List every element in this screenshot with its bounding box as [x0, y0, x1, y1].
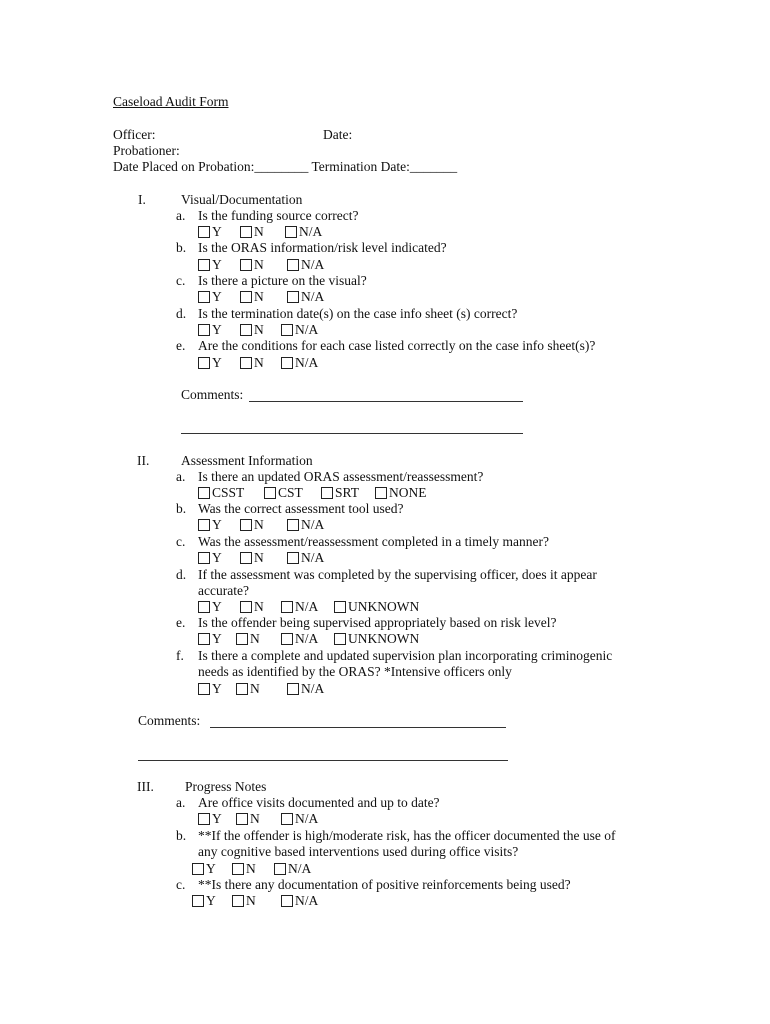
option-y[interactable]: Y	[198, 224, 222, 240]
option-y[interactable]: Y	[198, 355, 222, 371]
question-text: Was the assessment/reassessment completed in a timely manner?	[198, 534, 549, 549]
question-letter: d.	[176, 306, 187, 321]
question-letter: e.	[176, 615, 186, 630]
option-unknown[interactable]: UNKNOWN	[334, 631, 419, 647]
option-na[interactable]: N/A	[287, 289, 324, 305]
option-na[interactable]: N/A	[287, 681, 324, 697]
option-n[interactable]: N	[240, 550, 264, 566]
checkbox[interactable]	[281, 895, 293, 907]
question-letter: b.	[176, 240, 187, 255]
option-y[interactable]: Y	[198, 257, 222, 273]
checkbox[interactable]	[281, 357, 293, 369]
option-n[interactable]: N	[232, 893, 256, 909]
option-na[interactable]: N/A	[287, 550, 324, 566]
checkbox[interactable]	[240, 552, 252, 564]
officer-label: Officer:	[113, 127, 156, 142]
checkbox[interactable]	[198, 324, 210, 336]
checkbox[interactable]	[287, 519, 299, 531]
comments-label: Comments:	[138, 713, 201, 728]
option-y[interactable]: Y	[198, 599, 222, 615]
checkbox[interactable]	[240, 226, 252, 238]
option-na[interactable]: N/A	[281, 811, 318, 827]
comments-line[interactable]	[210, 727, 506, 728]
checkbox[interactable]	[192, 863, 204, 875]
option-na[interactable]: N/A	[281, 322, 318, 338]
comments-line[interactable]	[181, 433, 523, 434]
option-n[interactable]: N	[240, 224, 264, 240]
checkbox[interactable]	[236, 813, 248, 825]
form-title: Caseload Audit Form	[113, 94, 229, 109]
question-letter: a.	[176, 208, 186, 223]
checkbox[interactable]	[287, 291, 299, 303]
checkbox[interactable]	[281, 633, 293, 645]
question-text: If the assessment was completed by the supervising officer, does it appear	[198, 567, 597, 582]
checkbox[interactable]	[240, 324, 252, 336]
section-3-numeral: III.	[137, 779, 154, 794]
question-letter: a.	[176, 795, 186, 810]
checkbox[interactable]	[334, 601, 346, 613]
checkbox[interactable]	[375, 487, 387, 499]
question-text: Was the correct assessment tool used?	[198, 501, 404, 516]
comments-line[interactable]	[138, 760, 508, 761]
question-text: Are the conditions for each case listed correctly on the case info sheet(s)?	[198, 338, 596, 353]
checkbox[interactable]	[240, 601, 252, 613]
question-letter: c.	[176, 534, 186, 549]
option-n[interactable]: N	[240, 599, 264, 615]
option-na[interactable]: N/A	[287, 257, 324, 273]
section-1-numeral: I.	[138, 192, 146, 207]
option-n[interactable]: N	[240, 289, 264, 305]
option-n[interactable]: N	[236, 811, 260, 827]
question-text-cont: any cognitive based interventions used during office visits?	[198, 844, 519, 859]
section-2-title: Assessment Information	[181, 453, 313, 468]
checkbox[interactable]	[198, 601, 210, 613]
comments-line[interactable]	[249, 401, 523, 402]
checkbox[interactable]	[192, 895, 204, 907]
option-csst[interactable]: CSST	[198, 485, 244, 501]
question-text: Is the funding source correct?	[198, 208, 359, 223]
checkbox[interactable]	[236, 683, 248, 695]
option-na[interactable]: N/A	[281, 631, 318, 647]
date-label: Date:	[323, 127, 353, 142]
question-text: **Is there any documentation of positive reinforcements being used?	[198, 877, 571, 892]
question-letter: d.	[176, 567, 187, 582]
checkbox[interactable]	[287, 259, 299, 271]
option-y[interactable]: Y	[192, 861, 216, 877]
comments-label: Comments:	[181, 387, 244, 402]
section-1-title: Visual/Documentation	[181, 192, 303, 207]
checkbox[interactable]	[198, 226, 210, 238]
option-y[interactable]: Y	[198, 811, 222, 827]
question-letter: a.	[176, 469, 186, 484]
option-na[interactable]: N/A	[287, 517, 324, 533]
question-text: Are office visits documented and up to date?	[198, 795, 440, 810]
checkbox[interactable]	[198, 633, 210, 645]
checkbox[interactable]	[198, 259, 210, 271]
checkbox[interactable]	[240, 357, 252, 369]
question-letter: c.	[176, 877, 186, 892]
option-y[interactable]: Y	[198, 631, 222, 647]
option-n[interactable]: N	[240, 322, 264, 338]
question-text: Is there a complete and updated supervision plan incorporating criminogenic	[198, 648, 613, 663]
question-text: Is the termination date(s) on the case info sheet (s) correct?	[198, 306, 518, 321]
option-na[interactable]: N/A	[285, 224, 322, 240]
option-unknown[interactable]: UNKNOWN	[334, 599, 419, 615]
checkbox[interactable]	[287, 552, 299, 564]
question-text-cont: needs as identified by the ORAS? *Intensive officers only	[198, 664, 512, 679]
checkbox[interactable]	[281, 324, 293, 336]
option-n[interactable]: N	[232, 861, 256, 877]
option-n[interactable]: N	[240, 517, 264, 533]
question-letter: c.	[176, 273, 186, 288]
checkbox[interactable]	[232, 895, 244, 907]
checkbox[interactable]	[281, 813, 293, 825]
option-y[interactable]: Y	[198, 550, 222, 566]
option-none[interactable]: NONE	[375, 485, 427, 501]
placed-termination-line: Date Placed on Probation:________ Termination Date:_______	[113, 159, 458, 174]
section-2-numeral: II.	[137, 453, 150, 468]
checkbox[interactable]	[321, 487, 333, 499]
checkbox[interactable]	[198, 357, 210, 369]
question-letter: e.	[176, 338, 186, 353]
option-na[interactable]: N/A	[274, 861, 311, 877]
checkbox[interactable]	[232, 863, 244, 875]
checkbox[interactable]	[198, 683, 210, 695]
question-text: Is the ORAS information/risk level indicated?	[198, 240, 447, 255]
option-y[interactable]: Y	[198, 322, 222, 338]
option-n[interactable]: N	[240, 355, 264, 371]
checkbox[interactable]	[198, 487, 210, 499]
question-text: Is there an updated ORAS assessment/reassessment?	[198, 469, 484, 484]
question-letter: b.	[176, 501, 187, 516]
checkbox[interactable]	[274, 863, 286, 875]
option-y[interactable]: Y	[198, 289, 222, 305]
option-n[interactable]: N	[236, 681, 260, 697]
checkbox[interactable]	[240, 519, 252, 531]
question-text: **If the offender is high/moderate risk, has the officer documented the use of	[198, 828, 616, 843]
option-na[interactable]: N/A	[281, 599, 318, 615]
checkbox[interactable]	[334, 633, 346, 645]
section-3-title: Progress Notes	[185, 779, 267, 794]
checkbox[interactable]	[264, 487, 276, 499]
question-text: Is there a picture on the visual?	[198, 273, 367, 288]
option-y[interactable]: Y	[198, 681, 222, 697]
checkbox[interactable]	[285, 226, 297, 238]
option-na[interactable]: N/A	[281, 893, 318, 909]
question-letter: f.	[176, 648, 184, 663]
question-text: Is the offender being supervised appropriately based on risk level?	[198, 615, 557, 630]
option-na[interactable]: N/A	[281, 355, 318, 371]
checkbox[interactable]	[236, 633, 248, 645]
probationer-label: Probationer:	[113, 143, 180, 158]
question-text-cont: accurate?	[198, 583, 249, 598]
checkbox[interactable]	[198, 519, 210, 531]
checkbox[interactable]	[198, 552, 210, 564]
checkbox[interactable]	[287, 683, 299, 695]
checkbox[interactable]	[240, 291, 252, 303]
option-n[interactable]: N	[236, 631, 260, 647]
checkbox[interactable]	[198, 291, 210, 303]
option-srt[interactable]: SRT	[321, 485, 359, 501]
checkbox[interactable]	[281, 601, 293, 613]
option-y[interactable]: Y	[192, 893, 216, 909]
checkbox[interactable]	[198, 813, 210, 825]
question-letter: b.	[176, 828, 187, 843]
option-n[interactable]: N	[240, 257, 264, 273]
option-cst[interactable]: CST	[264, 485, 303, 501]
option-y[interactable]: Y	[198, 517, 222, 533]
checkbox[interactable]	[240, 259, 252, 271]
